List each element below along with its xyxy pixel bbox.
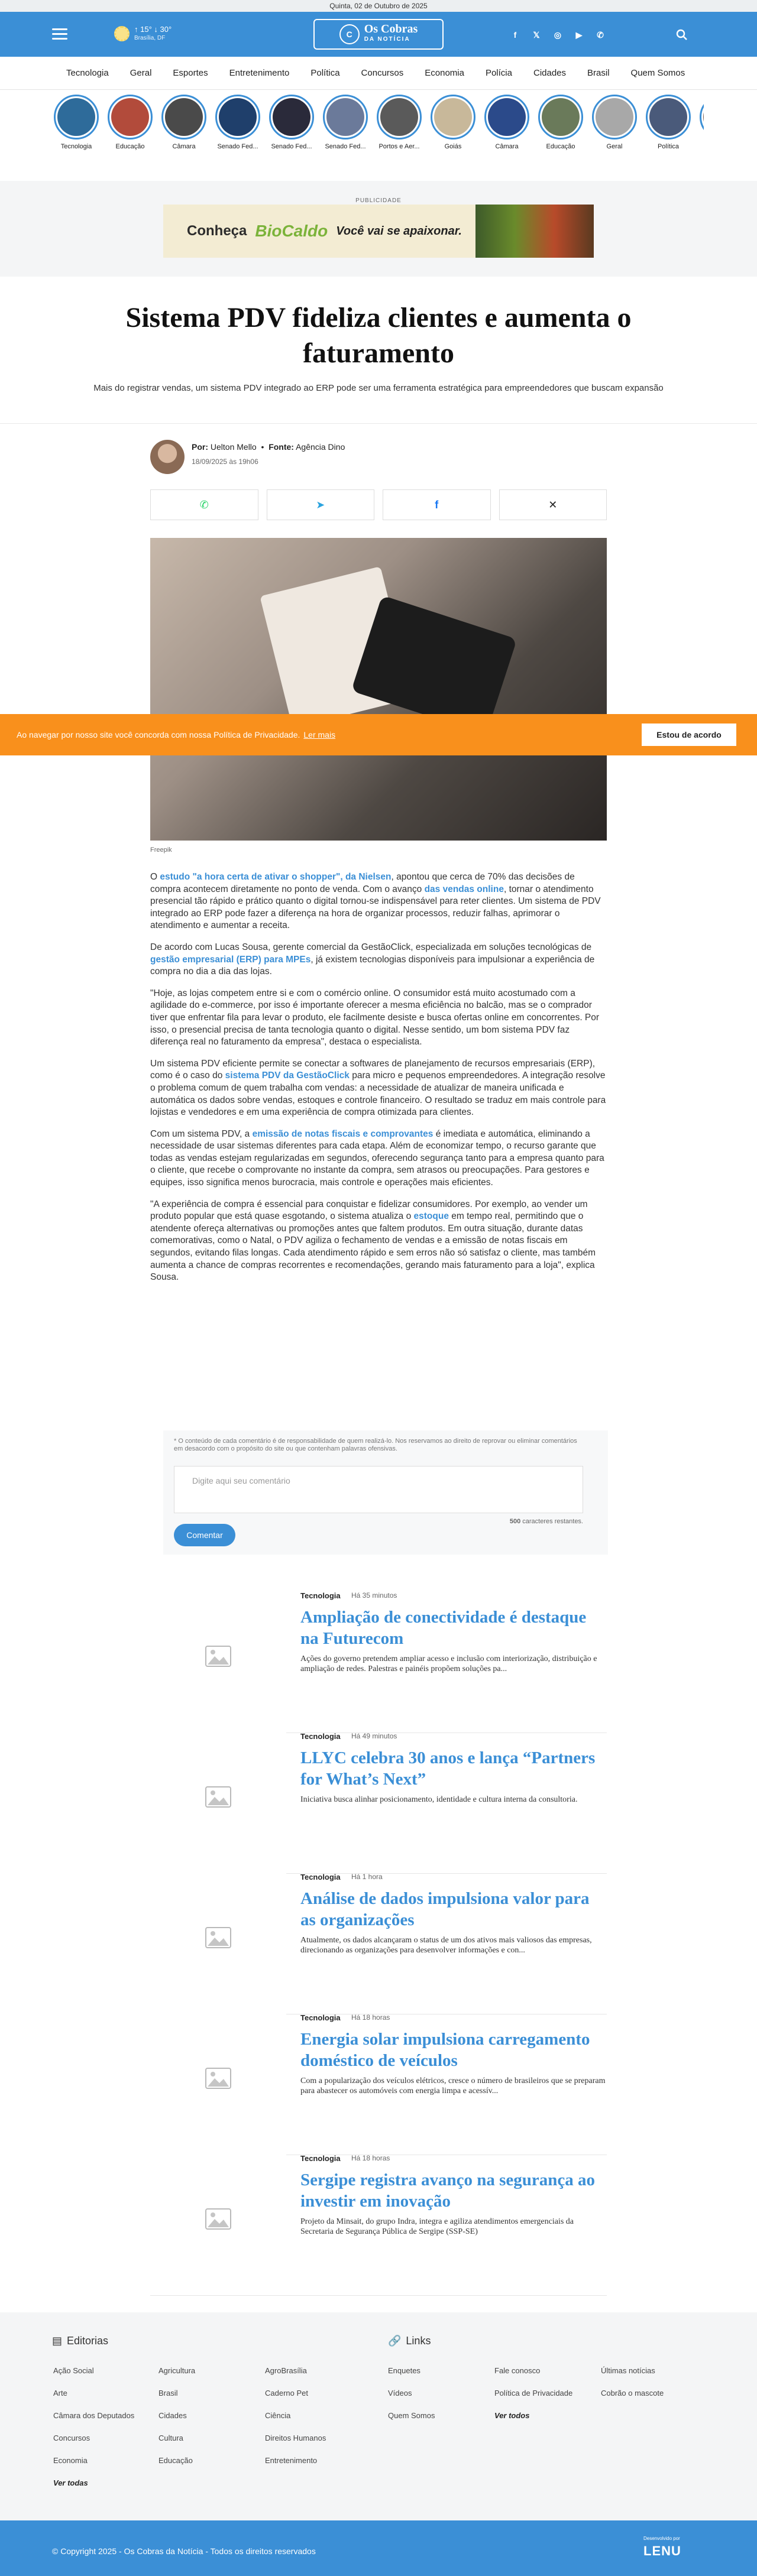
footer-link[interactable]: Direitos Humanos [265, 2434, 326, 2442]
related-thumb[interactable] [150, 2013, 286, 2143]
story-label: Senado Fed... [217, 143, 258, 150]
related-time: Há 35 minutos [351, 1591, 397, 1600]
author-name[interactable]: Uelton Mello [210, 442, 257, 452]
footer-link[interactable]: Últimas notícias [601, 2366, 655, 2375]
related-thumb[interactable] [150, 1732, 286, 1862]
image-credit: Freepik [150, 846, 172, 854]
footer-link[interactable]: Concursos [53, 2434, 90, 2442]
footer-link[interactable]: Caderno Pet [265, 2389, 308, 2397]
related-time: Há 18 horas [351, 2154, 390, 2162]
share-x-button[interactable] [499, 489, 607, 520]
story-item[interactable] [484, 95, 530, 166]
whatsapp-icon: ✆ [199, 498, 209, 511]
story-thumb [326, 98, 364, 136]
divider [0, 423, 757, 424]
footer-ver-todos[interactable] [494, 2405, 529, 2427]
char-count-label: caracteres restantes. [522, 1518, 583, 1525]
nav-item[interactable]: Geral [130, 68, 152, 78]
nav-item[interactable]: Concursos [361, 68, 404, 78]
footer-link[interactable]: Fale conosco [494, 2366, 541, 2375]
related-desc: Atualmente, os dados alcançaram o status de um dos ativos mais valiosos das empresas, direcionando as organizações para desenvolver informações e con... [300, 1936, 592, 1955]
whatsapp-icon[interactable]: ✆ [597, 30, 604, 40]
article-paragraph [150, 942, 607, 978]
story-ring [323, 95, 368, 139]
dev-name: LENU [643, 2543, 681, 2558]
share-buttons [150, 489, 607, 520]
footer-link[interactable]: Câmara dos Deputados [53, 2411, 135, 2420]
image-placeholder-icon [205, 1646, 231, 1667]
story-ring [484, 95, 529, 139]
paragraph-text: "Hoje, as lojas competem entre si e com o comércio online. O consumidor está muito acostumado com a agilidade do e-commerce, por isso é importante oferecer a mesma eficiência no balcão, mas se o comprador tiver que enfrentar fila para levar o produto, ele facilmente desiste e busca ofertas online em concorrentes. Por isso, o presencial precisa de tanta tecnologia quanto o digital. Nesse sentido, um bom sistema PDV faz diferença real no faturamento da empresa", destaca o especialista. [150, 988, 600, 1047]
related-title[interactable]: Energia solar impulsiona carregamento doméstico de veículos [300, 2030, 590, 2070]
nav-item[interactable]: Brasil [587, 68, 610, 78]
related-time: Há 1 hora [351, 1873, 383, 1881]
sun-icon [114, 26, 130, 41]
footer-link[interactable]: Cidades [158, 2411, 187, 2420]
publish-date: 18/09/2025 às 19h06 [192, 458, 258, 466]
story-item[interactable] [699, 95, 704, 166]
twitter-icon[interactable]: 𝕏 [533, 30, 540, 40]
paragraph-text: "A experiência de compra é essencial para conquistar e fidelizar consumidores. Por exemplo, ao vender um produto popular que está quase esgotando, o sistema atualiza o [150, 1199, 588, 1222]
story-item[interactable] [322, 95, 368, 166]
paragraph-text: , já existem tecnologias disponíveis para impulsionar a experiência de compra no dia a dia das lojas. [150, 954, 595, 977]
weather-widget [114, 25, 172, 43]
paragraph-text: Um sistema PDV eficiente permite se conectar a softwares de planejamento de recursos empresariais (ERP), como é o caso do [150, 1058, 596, 1081]
logo-line1: Os Cobras [364, 22, 418, 35]
footer-links-heading [388, 2335, 431, 2347]
author-avatar [150, 440, 185, 474]
footer-link[interactable]: Enquetes [388, 2366, 420, 2375]
editorias-title: Editorias [67, 2335, 109, 2347]
related-time: Há 49 minutos [351, 1732, 397, 1740]
story-thumb [165, 98, 203, 136]
story-ring [377, 95, 422, 139]
ad-text-2: Você vai se apaixonar. [336, 224, 462, 238]
story-thumb [649, 98, 687, 136]
story-ring [269, 95, 314, 139]
related-article[interactable] [150, 1873, 607, 2014]
story-thumb [219, 98, 257, 136]
story-item[interactable] [161, 95, 207, 166]
story-item[interactable] [268, 95, 315, 166]
related-category[interactable]: Tecnologia [300, 1591, 341, 1600]
footer-link[interactable]: Cultura [158, 2434, 183, 2442]
story-item[interactable] [591, 95, 638, 166]
footer-link[interactable]: Arte [53, 2389, 67, 2397]
menu-icon[interactable] [52, 28, 67, 40]
story-item[interactable] [430, 95, 476, 166]
facebook-icon: f [435, 498, 439, 511]
youtube-icon[interactable]: ▶ [575, 30, 583, 40]
ver-todos-link[interactable]: Ver todos [494, 2411, 530, 2420]
story-item[interactable] [215, 95, 261, 166]
article-link[interactable]: das vendas online [424, 884, 504, 894]
article-body [150, 871, 607, 1293]
story-ring [538, 95, 583, 139]
related-title[interactable]: Ampliação de conectividade é destaque na Futurecom [300, 1608, 587, 1648]
footer-link[interactable]: Economia [53, 2456, 88, 2465]
related-category[interactable]: Tecnologia [300, 1873, 341, 1881]
article-link[interactable]: sistema PDV da GestãoClick [225, 1070, 350, 1081]
paragraph-text: é imediata e automática, eliminando a necessidade de usar sistemas diferentes para cada etapa. Além de economizar tempo, o recurso garante que todas as vendas estejam regularizadas em segundos, oferecendo segurança tanto para a empresa quanto para o cliente, que recebe o comprovante no instante da compra, sem atrasos ou preocupações. Para gestores e equipes, isso significa menos burocracia, mais controle e operações mais eficientes. [150, 1128, 604, 1188]
paragraph-text: De acordo com Lucas Sousa, gerente comercial da GestãoClick, especializada em soluções tecnológicas de [150, 942, 592, 952]
story-thumb [542, 98, 580, 136]
related-article[interactable] [150, 2154, 607, 2296]
nav-item[interactable]: Entretenimento [229, 68, 290, 78]
share-facebook-button[interactable] [383, 489, 491, 520]
developer-logo[interactable] [643, 2536, 703, 2563]
footer-link[interactable]: Cobrão o mascote [601, 2389, 664, 2397]
nav-item[interactable]: Tecnologia [66, 68, 109, 78]
comment-note: * O conteúdo de cada comentário é de responsabilidade de quem realizá-lo. Nos reservamos ao direito de reprovar ou eliminar comentários em desacordo com o propósito do site ou que contenham palavras ofensivas. [174, 1438, 577, 1452]
newspaper-icon: ▤ [52, 2335, 63, 2347]
story-label: Educação [115, 143, 145, 150]
story-label: Câmara [495, 143, 519, 150]
related-article[interactable] [150, 2013, 607, 2155]
top-date: Quinta, 02 de Outubro de 2025 [329, 2, 428, 10]
story-thumb [488, 98, 526, 136]
comment-input[interactable]: Digite aqui seu comentário [174, 1466, 583, 1513]
story-thumb [703, 98, 704, 136]
story-ring [54, 95, 99, 139]
source-name: Agência Dino [296, 442, 345, 452]
link-icon: 🔗 [388, 2335, 402, 2347]
article-title: Sistema PDV fideliza clientes e aumenta o faturamento [125, 302, 632, 369]
nav-item[interactable]: Cidades [533, 68, 567, 78]
bottom-bar [0, 2520, 757, 2576]
footer-links-col-1 [388, 2360, 435, 2427]
nav-item[interactable]: Esportes [173, 68, 208, 78]
story-thumb [596, 98, 633, 136]
article-hero-image [150, 538, 607, 841]
footer-link[interactable]: Vídeos [388, 2389, 412, 2397]
story-ring [161, 95, 206, 139]
nav-item[interactable]: Quem Somos [630, 68, 685, 78]
author-line: Por: Uelton Mello • Fonte: Agência Dino [192, 442, 345, 452]
image-placeholder-icon [205, 2208, 231, 2230]
story-thumb [111, 98, 149, 136]
article-paragraph [150, 871, 607, 932]
footer-link[interactable]: Brasil [158, 2389, 178, 2397]
footer-ver-todas[interactable] [53, 2472, 88, 2494]
story-item[interactable] [376, 95, 422, 166]
dev-label: Desenvolvido por [643, 2536, 680, 2541]
instagram-icon[interactable]: ◎ [554, 30, 562, 40]
story-label: Política [657, 143, 680, 150]
article-link[interactable]: estoque [413, 1211, 449, 1222]
copyright: © Copyright 2025 - Os Cobras da Notícia - Todos os direitos reservados [52, 2546, 316, 2556]
share-whatsapp-button[interactable] [150, 489, 258, 520]
weather-temps: ↑ 15° ↓ 30° [134, 25, 172, 34]
article-paragraph [150, 1128, 607, 1189]
article-paragraph [150, 988, 607, 1049]
related-thumb[interactable] [150, 1873, 286, 2003]
related-divider [150, 2295, 607, 2296]
paragraph-text: O [150, 872, 160, 882]
footer-links-col-3 [601, 2360, 664, 2405]
story-item[interactable] [53, 95, 99, 166]
nav-item[interactable]: Política [310, 68, 340, 78]
search-icon[interactable] [675, 28, 688, 41]
char-count [414, 1518, 583, 1525]
cookie-banner [0, 714, 757, 755]
footer-link[interactable]: Quem Somos [388, 2411, 435, 2420]
source-label: Fonte: [268, 442, 294, 452]
ad-product-image [475, 205, 594, 258]
related-desc: Projeto da Minsait, do grupo Indra, integra e agiliza atendimentos emergenciais da Secretaria de Segurança Pública de Sergipe (SSP-SE) [300, 2217, 574, 2236]
paragraph-text: para micro e pequenos empreendedores. A integração resolve o problema comum de quem trabalha com vendas: a necessidade de atualizar de maneira unificada e automática os dados sobre vendas, estoques e controle financeiro. O resultado se traduz em mais controle para lojistas e vendedores e em uma experiência de compra otimizada para clientes. [150, 1070, 606, 1118]
paragraph-text: Com um sistema PDV, a [150, 1128, 253, 1139]
related-thumb[interactable] [150, 2154, 286, 2284]
related-title[interactable]: Sergipe registra avanço na segurança ao investir em inovação [300, 2171, 596, 2211]
footer-link[interactable]: Ciência [265, 2411, 291, 2420]
paragraph-text: , apontou que cerca de 70% das decisões de compra acontecem diretamente no ponto de venda. Com o avanço [150, 872, 575, 894]
story-label: Goiás [444, 143, 462, 150]
ad-label: PUBLICIDADE [355, 197, 402, 204]
stories-row [53, 95, 704, 166]
telegram-icon: ➤ [316, 498, 325, 511]
footer-links-col-2 [494, 2360, 572, 2405]
ad-text-1: Conheça [187, 223, 247, 239]
related-category[interactable]: Tecnologia [300, 2154, 341, 2163]
image-placeholder-icon [205, 2068, 231, 2089]
footer-link[interactable]: AgroBrasília [265, 2366, 307, 2375]
ad-brand: BioCaldo [255, 222, 328, 240]
story-thumb [380, 98, 418, 136]
social-links [509, 28, 607, 41]
facebook-icon[interactable]: f [513, 30, 517, 40]
ad-banner[interactable] [163, 205, 594, 258]
story-label: Tecnologia [60, 143, 92, 150]
author-label: Por: [192, 442, 208, 452]
related-time: Há 18 horas [351, 2013, 390, 2022]
footer [0, 2312, 757, 2520]
weather-city: Brasília, DF [134, 35, 166, 41]
image-placeholder-icon [205, 1927, 231, 1948]
related-title[interactable]: LLYC celebra 30 anos e lança “Partners for What’s Next” [300, 1748, 596, 1789]
footer-editorias-heading [52, 2335, 108, 2347]
story-thumb [434, 98, 472, 136]
footer-link[interactable]: Entretenimento [265, 2456, 318, 2465]
footer-col-3 [265, 2360, 326, 2472]
cookie-read-more-link[interactable]: Ler mais [303, 730, 336, 739]
story-ring [215, 95, 260, 139]
site-logo[interactable] [313, 19, 444, 50]
paragraph-text: em tempo real, permitindo que o atendente ofereça alternativas ou promoções antes que faltem produtos. Em outra situação, durante datas comemorativas, como o Natal, o PDV agiliza o fechamento de vendas e a emissão de notas fiscais em segundos, evitando filas longas. Cada atendimento rápido e sem erros não só satisfaz o cliente, mas também aumenta a chance de compras recorrentes e recomendações, gerando mais faturamento para a loja", explica Sousa. [150, 1211, 596, 1283]
story-label: Portos e Aer... [378, 143, 420, 150]
ver-todas-link[interactable]: Ver todas [53, 2478, 88, 2487]
comment-submit-button[interactable]: Comentar [174, 1524, 235, 1546]
story-ring [646, 95, 691, 139]
related-title[interactable]: Análise de dados impulsiona valor para as organizações [300, 1889, 590, 1929]
footer-col-2 [158, 2360, 195, 2472]
cookie-accept-button[interactable]: Estou de acordo [642, 724, 736, 746]
related-article[interactable] [150, 1732, 607, 1874]
links-title: Links [406, 2335, 431, 2347]
main-nav [0, 57, 757, 90]
footer-link[interactable]: Política de Privacidade [494, 2389, 573, 2397]
logo-line2: DA NOTÍCIA [364, 36, 410, 43]
article-paragraph [150, 1058, 607, 1119]
article-link[interactable]: gestão empresarial (ERP) para MPEs [150, 954, 311, 965]
story-ring [700, 95, 704, 139]
footer-link[interactable]: Agricultura [158, 2366, 196, 2375]
nav-item[interactable]: Economia [425, 68, 464, 78]
share-telegram-button[interactable] [267, 489, 375, 520]
footer-col-1 [53, 2360, 134, 2472]
nav-item[interactable]: Polícia [485, 68, 512, 78]
related-category[interactable]: Tecnologia [300, 1732, 341, 1741]
story-label: Geral [606, 143, 623, 150]
related-category[interactable]: Tecnologia [300, 2013, 341, 2022]
x-icon: ✕ [548, 498, 558, 511]
logo-mark: C [339, 24, 360, 44]
paragraph-text: , tornar o atendimento presencial tão rápido e prático quanto o digital tornou-se indispensável para reter clientes. Um sistema de PDV integrado ao ERP pode fazer a diferença na hora de organizar processos, reduzir falhas, aprimorar o atendimento e aumentar a receita. [150, 884, 601, 931]
char-count-number: 500 [509, 1518, 521, 1525]
story-ring [108, 95, 153, 139]
top-date-bar [0, 0, 757, 12]
story-ring [592, 95, 637, 139]
related-desc: Ações do governo pretendem ampliar acesso e inclusão com interiorização, distribuição e ampliação de redes. Palestras e painéis propõem soluções pa... [300, 1654, 597, 1673]
story-item[interactable] [538, 95, 584, 166]
related-article[interactable] [150, 1591, 607, 1733]
related-desc: Com a popularização dos veículos elétricos, cresce o número de brasileiros que se preparam para abastecer os automóveis com energia limpa e acessív... [300, 2077, 606, 2095]
story-label: Educação [546, 143, 575, 150]
related-desc: Iniciativa busca alinhar posicionamento, identidade e cultura interna da consultoria. [300, 1795, 578, 1804]
story-item[interactable] [107, 95, 153, 166]
story-thumb [273, 98, 310, 136]
image-placeholder-icon [205, 1786, 231, 1808]
cookie-text: Ao navegar por nosso site você concorda com nossa Política de Privacidade. [17, 730, 300, 739]
article-subtitle: Mais do registrar vendas, um sistema PDV integrado ao ERP pode ser uma ferramenta estratégica para empreendedores que buscam expansão [93, 383, 664, 393]
story-thumb [57, 98, 95, 136]
article-link[interactable]: emissão de notas fiscais e comprovantes [252, 1128, 434, 1139]
article-paragraph [150, 1199, 607, 1284]
article-link[interactable]: estudo "a hora certa de ativar o shopper", da Nielsen [160, 872, 392, 882]
story-item[interactable] [645, 95, 691, 166]
footer-link[interactable]: Educação [158, 2456, 193, 2465]
story-ring [431, 95, 475, 139]
footer-link[interactable]: Ação Social [53, 2366, 94, 2375]
story-label: Senado Fed... [271, 143, 312, 150]
story-label: Senado Fed... [325, 143, 366, 150]
related-thumb[interactable] [150, 1591, 286, 1721]
site-header [0, 12, 757, 57]
story-label: Câmara [172, 143, 196, 150]
